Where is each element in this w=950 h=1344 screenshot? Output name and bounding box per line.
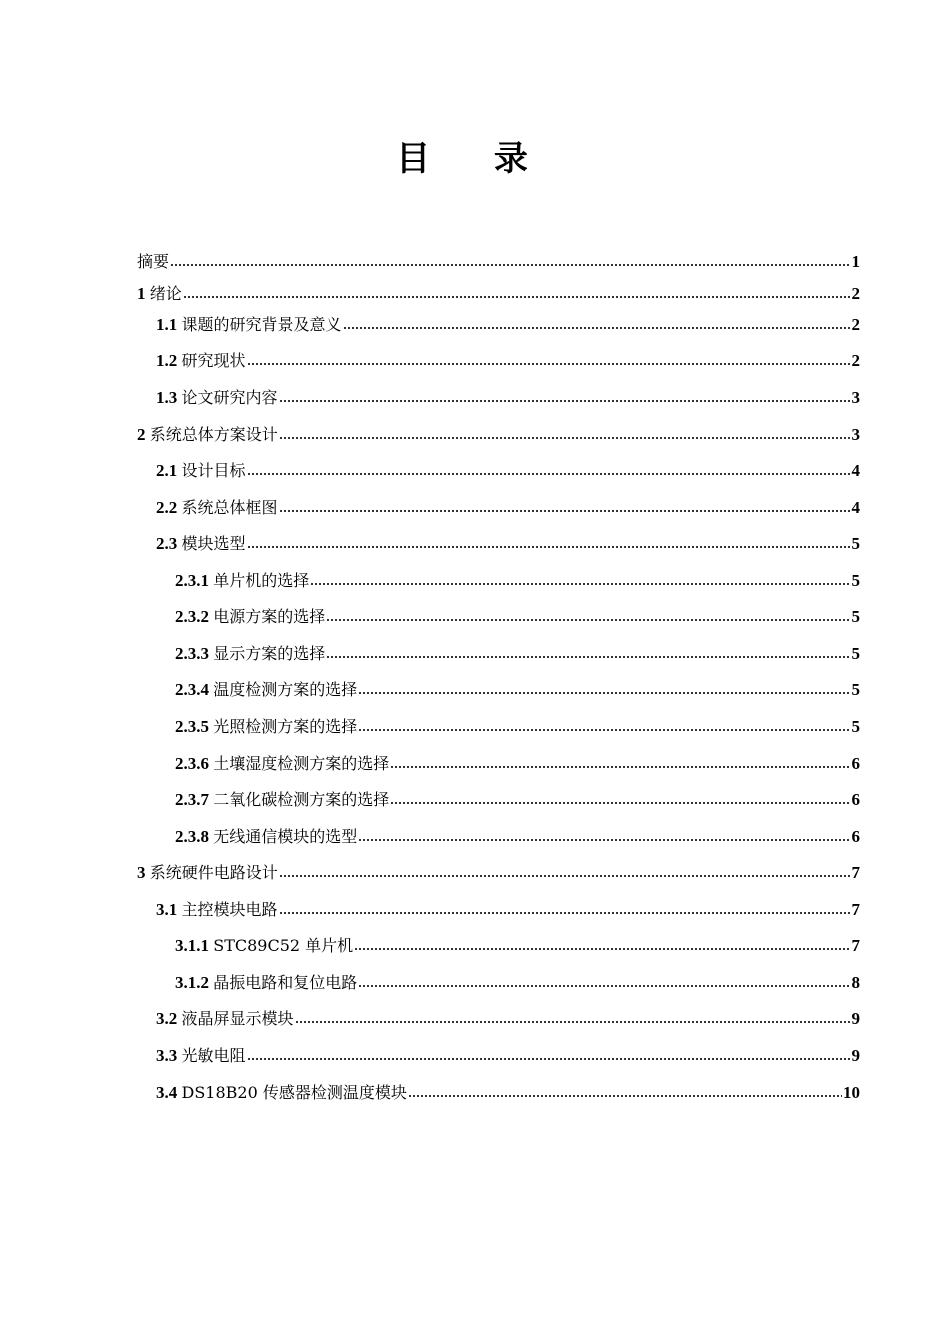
toc-entry-label [175, 677, 357, 700]
toc-entry-text: 无线通信模块的选型 [213, 827, 358, 846]
toc-entry-number: 3.1.1 [175, 936, 209, 955]
toc-entry[interactable] [175, 786, 860, 810]
toc-entry-text: 论文研究内容 [181, 388, 278, 407]
toc-entry[interactable] [156, 1079, 860, 1103]
toc-entry-label [175, 970, 357, 993]
toc-entry[interactable] [175, 640, 860, 664]
toc-entry-text: 光敏电阻 [181, 1046, 246, 1065]
toc-page-number: 7 [851, 936, 860, 955]
toc-entry-number: 3.1.2 [175, 973, 209, 992]
toc-page-number: 2 [851, 351, 860, 370]
toc-entry-number: 3.3 [156, 1046, 178, 1065]
toc-entry-number: 3.2 [156, 1009, 178, 1028]
toc-entry-label [156, 495, 278, 518]
toc-entry[interactable] [156, 530, 860, 554]
toc-entry[interactable] [137, 421, 860, 445]
toc-entry-text: 主控模块电路 [181, 900, 278, 919]
toc-entry-text: 晶振电路和复位电路 [213, 973, 358, 992]
toc-entry[interactable] [137, 859, 860, 883]
toc-dot-leader [326, 617, 850, 623]
toc-entry-number: 2.3 [156, 534, 178, 553]
toc-entry-number: 1.2 [156, 351, 178, 370]
toc-entry-text: 系统总体框图 [181, 498, 278, 517]
toc-entry-label [137, 860, 278, 883]
toc-page-number: 9 [851, 1009, 860, 1028]
toc-page-number: 6 [851, 790, 860, 809]
toc-entry-label [175, 824, 357, 847]
toc-page-number: 6 [851, 754, 860, 773]
toc-entry-number: 3.1 [156, 900, 178, 919]
toc-dot-leader [279, 398, 851, 404]
toc-entry-text: 电源方案的选择 [213, 607, 326, 626]
toc-entry-number: 2.1 [156, 461, 178, 480]
toc-page-number: 5 [851, 571, 860, 590]
toc-entry[interactable] [175, 750, 860, 774]
toc-entry-number: 1.3 [156, 388, 178, 407]
toc-dot-leader [279, 910, 851, 916]
toc-page-number: 10 [843, 1083, 860, 1102]
toc-entry[interactable] [137, 248, 860, 272]
toc-dot-leader [247, 471, 851, 477]
toc-page-number: 4 [851, 461, 860, 480]
toc-page-number: 4 [851, 498, 860, 517]
toc-title: 目 录 [396, 139, 554, 179]
toc-entry-text: 液晶屏显示模块 [181, 1009, 294, 1028]
toc-entry[interactable] [137, 280, 860, 304]
toc-entry-text: 绪论 [149, 284, 182, 303]
toc-dot-leader [358, 690, 850, 696]
toc-page-number: 9 [851, 1046, 860, 1065]
toc-page-number: 5 [851, 680, 860, 699]
toc-dot-leader [390, 764, 850, 770]
toc-entry-label [156, 1006, 294, 1029]
toc-entry-number: 2.3.1 [175, 571, 209, 590]
toc-entry-label [175, 604, 325, 627]
toc-entry[interactable] [156, 384, 860, 408]
toc-dot-leader [247, 544, 851, 550]
toc-entry[interactable] [175, 932, 860, 956]
toc-page-number: 7 [851, 863, 860, 882]
toc-page-number: 3 [851, 388, 860, 407]
toc-entry[interactable] [175, 603, 860, 627]
toc-page-number: 2 [851, 315, 860, 334]
toc-dot-leader [279, 435, 851, 441]
toc-entry-number: 1 [137, 284, 146, 303]
toc-entry-text: 土壤湿度检测方案的选择 [213, 754, 390, 773]
toc-dot-leader [390, 800, 850, 806]
toc-entry-text: 光照检测方案的选择 [213, 717, 358, 736]
toc-entry-number: 2.3.6 [175, 754, 209, 773]
toc-entry[interactable] [156, 1042, 860, 1066]
toc-entry-number: 2.3.5 [175, 717, 209, 736]
toc-entry-number: 2.3.8 [175, 827, 209, 846]
toc-entry-label [156, 897, 278, 920]
toc-entry-number: 3 [137, 863, 146, 882]
toc-entry-number: 2.3.2 [175, 607, 209, 626]
toc-entry-text: 课题的研究背景及意义 [181, 315, 342, 334]
toc-page-number: 8 [851, 973, 860, 992]
toc-entry[interactable] [175, 969, 860, 993]
toc-entry-label [175, 933, 353, 956]
toc-entry-number: 2.3.4 [175, 680, 209, 699]
toc-entry-text: DS18B20 传感器检测温度模块 [181, 1083, 407, 1102]
toc-dot-leader [183, 294, 851, 300]
toc-entry-text: 显示方案的选择 [213, 644, 326, 663]
toc-entry-label [156, 348, 246, 371]
toc-dot-leader [354, 946, 850, 952]
toc-entry-label [156, 458, 246, 481]
toc-entry-label [156, 385, 278, 408]
toc-entry-label [137, 281, 182, 304]
toc-page-number: 3 [851, 425, 860, 444]
toc-page-number: 5 [851, 717, 860, 736]
toc-dot-leader [358, 837, 850, 843]
toc-entry-label [156, 1043, 246, 1066]
toc-dot-leader [279, 508, 851, 514]
toc-entry-text: 摘要 [137, 252, 170, 271]
toc-entry-text: 单片机的选择 [213, 571, 310, 590]
toc-entry-number: 2.2 [156, 498, 178, 517]
toc-dot-leader [247, 1056, 851, 1062]
toc-dot-leader [408, 1093, 842, 1099]
toc-entry-label [137, 249, 169, 272]
toc-entry-number: 3.4 [156, 1083, 178, 1102]
toc-page-number: 1 [851, 252, 860, 271]
toc-entry[interactable] [156, 494, 860, 518]
toc-entry[interactable] [175, 567, 860, 591]
toc-entry-text: 系统总体方案设计 [149, 425, 278, 444]
toc-dot-leader [170, 262, 850, 268]
toc-entry-text: 研究现状 [181, 351, 246, 370]
toc-entry-label [156, 531, 246, 554]
toc-page-number: 5 [851, 534, 860, 553]
toc-page-number: 2 [851, 284, 860, 303]
toc-entry[interactable] [175, 676, 860, 700]
toc-entry-text: 模块选型 [181, 534, 246, 553]
toc-entry[interactable] [156, 347, 860, 371]
toc-dot-leader [310, 581, 850, 587]
toc-entry-text: STC89C52 单片机 [213, 936, 354, 955]
toc-entry-label [175, 568, 309, 591]
toc-dot-leader [326, 654, 850, 660]
toc-entry-label [137, 422, 278, 445]
toc-entry-label [175, 641, 325, 664]
toc-entry-label [175, 751, 389, 774]
toc-page-number: 6 [851, 827, 860, 846]
toc-page-number: 5 [851, 644, 860, 663]
toc-dot-leader [279, 873, 851, 879]
toc-entry-label [175, 787, 389, 810]
toc-dot-leader [358, 983, 850, 989]
toc-entry-text: 温度检测方案的选择 [213, 680, 358, 699]
toc-entry-text: 二氧化碳检测方案的选择 [213, 790, 390, 809]
toc-entry[interactable] [156, 896, 860, 920]
toc-entry-number: 2.3.3 [175, 644, 209, 663]
toc-entry-label [156, 1080, 407, 1103]
toc-entry[interactable] [175, 823, 860, 847]
toc-entry-number: 1.1 [156, 315, 178, 334]
toc-dot-leader [358, 727, 850, 733]
toc-dot-leader [247, 361, 851, 367]
toc-entry[interactable] [156, 311, 860, 335]
toc-entry-text: 设计目标 [181, 461, 246, 480]
toc-entry[interactable] [156, 1005, 860, 1029]
toc-entry-label [156, 312, 342, 335]
toc-entry[interactable] [175, 713, 860, 737]
toc-entry-number: 2 [137, 425, 146, 444]
toc-entry-label [175, 714, 357, 737]
toc-entry[interactable] [156, 457, 860, 481]
toc-page-number: 7 [851, 900, 860, 919]
toc-entry-number: 2.3.7 [175, 790, 209, 809]
toc-page-number: 5 [851, 607, 860, 626]
toc-dot-leader [295, 1019, 851, 1025]
toc-dot-leader [343, 325, 851, 331]
toc-entry-text: 系统硬件电路设计 [149, 863, 278, 882]
